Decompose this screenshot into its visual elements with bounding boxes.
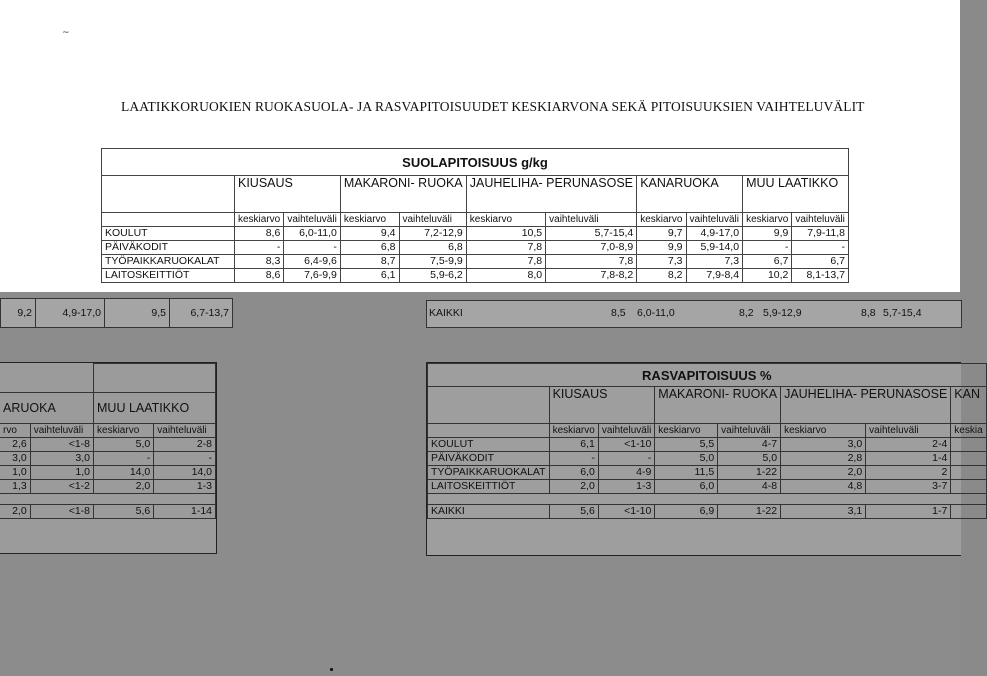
group-header: JAUHELIHA- PERUNASOSE [466,176,636,213]
cell: - [284,241,341,255]
cell: 6,7 [792,255,849,269]
table-row [0,438,216,452]
table-row [0,505,216,519]
cell: 7,3 [686,255,743,269]
cell: 6,0-11,0 [284,227,341,241]
cell: 8,1-13,7 [792,269,849,283]
cell: 7,8 [466,241,545,255]
cell: 5,9-12,9 [763,307,802,319]
cell: 7,8 [466,255,545,269]
cell: 1-14 [154,505,216,519]
cell: 2,0 [549,480,598,494]
cell: 7,5-9,9 [399,255,466,269]
sub-header: rvo [0,424,30,438]
cell: 8,8 [861,307,876,319]
cell: 2-8 [154,438,216,452]
cell: 1,0 [30,466,93,480]
sub-header: keskiarvo [549,424,598,438]
cell: 2,0 [0,505,30,519]
cell: 4,9-17,0 [686,227,743,241]
cell: <1-10 [598,438,654,452]
cell: 5,5 [655,438,718,452]
cell: 4-8 [718,480,781,494]
cell: 6,7-13,7 [170,299,233,328]
sub-header: keskiarvo [655,424,718,438]
sub-header: keskia [951,424,986,438]
cell: <1-2 [30,480,93,494]
cell: - [235,241,284,255]
group-header: MAKARONI- RUOKA [655,387,781,424]
cell: 5,9-6,2 [399,269,466,283]
cell: 1,0 [0,466,30,480]
sub-header: vaihteluväli [718,424,781,438]
table-row [428,466,987,480]
row-label: TYÖPAIKKARUOKALAT [102,255,235,269]
cell: 2,0 [94,480,154,494]
cell: 2 [866,466,951,480]
cell: 14,0 [94,466,154,480]
fat-table [426,362,983,556]
cell: 8,5 [611,307,626,319]
cell: 1-3 [154,480,216,494]
kaikki-strip [426,300,962,328]
cell: 6,4-9,6 [284,255,341,269]
cell: - [549,452,598,466]
cell: 4-9 [598,466,654,480]
cell: 10,2 [743,269,792,283]
cell: 3,0 [781,438,866,452]
cell: 7,9-8,4 [686,269,743,283]
cell: 1-22 [718,466,781,480]
table-row [428,452,987,466]
group-header: MAKARONI- RUOKA [340,176,466,213]
row-label: KOULUT [102,227,235,241]
cell: 7,8-8,2 [546,269,637,283]
row-label: PÄIVÄKODIT [102,241,235,255]
kaikki-label: KAIKKI [429,307,463,319]
cell: 6,0 [549,466,598,480]
sub-header: keskiarvo [466,213,545,227]
cell: 3,0 [0,452,30,466]
cell: 2,0 [781,466,866,480]
group-header: JAUHELIHA- PERUNASOSE [781,387,951,424]
cell: 6,0 [655,480,718,494]
cell: 8,2 [739,307,754,319]
cell: 9,9 [637,241,686,255]
cell: 6,8 [340,241,399,255]
sub-header: vaihteluväli [792,213,849,227]
cell: 5,0 [94,438,154,452]
group-header: MUU LAATIKKO [94,393,216,424]
group-header: KANARUOKA [637,176,743,213]
page-title: LAATIKKORUOKIEN RUOKASUOLA- JA RASVAPITOISUUDET KESKIARVONA SEKÄ PITOISUUKSIEN VAIHTELUVÄLIT [121,99,865,114]
cell: 5,6 [94,505,154,519]
sub-header: keskiarvo [340,213,399,227]
table-row [0,466,216,480]
cell: 5,6 [549,505,598,519]
group-header: KAN [951,387,986,424]
cell: 1-22 [718,505,781,519]
cell: - [94,452,154,466]
cell: 5,0 [718,452,781,466]
cell: 11,5 [655,466,718,480]
sub-header: keskiarvo [781,424,866,438]
cell: 6,0-11,0 [637,307,675,319]
fat-table-left-fragment [0,362,217,554]
cell: 7,0-8,9 [546,241,637,255]
table-row [102,255,849,269]
sub-header: keskiarvo [94,424,154,438]
cell: 8,3 [235,255,284,269]
cell: <1-8 [30,438,93,452]
cell: 7,2-12,9 [399,227,466,241]
cell: 10,5 [466,227,545,241]
row-label: KAIKKI [428,505,550,519]
table-row [102,269,849,283]
cell: 14,0 [154,466,216,480]
cell: 1-7 [866,505,951,519]
sub-header: vaihteluväli [399,213,466,227]
table-row [0,480,216,494]
cell: 6,7 [743,255,792,269]
sub-header: vaihteluväli [284,213,341,227]
row-label: PÄIVÄKODIT [428,452,550,466]
cell: 3,1 [781,505,866,519]
cell: 8,0 [466,269,545,283]
salt-table-title: SUOLAPITOISUUS g/kg [102,149,849,176]
cell: 3,0 [30,452,93,466]
sub-header: vaihteluväli [30,424,93,438]
table-row [428,438,987,452]
cell: 9,5 [105,299,170,328]
row-label: LAITOSKEITTIÖT [102,269,235,283]
sub-header: keskiarvo [235,213,284,227]
cell: 8,7 [340,255,399,269]
cell: 5,9-14,0 [686,241,743,255]
row-label: LAITOSKEITTIÖT [428,480,550,494]
row-label: TYÖPAIKKARUOKALAT [428,466,550,480]
sub-header: vaihteluväli [866,424,951,438]
cell: 8,6 [235,227,284,241]
cell: 9,7 [637,227,686,241]
cell: 8,6 [235,269,284,283]
cell: 6,1 [340,269,399,283]
cell: 5,7-15,4 [883,307,922,319]
fat-table-title: RASVAPITOISUUS % [428,364,987,387]
cell: 1-3 [598,480,654,494]
scan-speck [330,668,333,671]
cell: 9,4 [340,227,399,241]
cell: 8,2 [637,269,686,283]
row-label: KOULUT [428,438,550,452]
cell: 6,8 [399,241,466,255]
cell: <1-8 [30,505,93,519]
sub-header: keskiarvo [637,213,686,227]
cell: - [743,241,792,255]
cell: 2-4 [866,438,951,452]
cell: 7,3 [637,255,686,269]
cell: 4-7 [718,438,781,452]
cell: 4,9-17,0 [36,299,105,328]
cell: 2,6 [0,438,30,452]
group-header: ARUOKA [0,393,94,424]
sub-header: vaihteluväli [154,424,216,438]
table-row [102,241,849,255]
cell: 9,2 [1,299,36,328]
cell: 7,9-11,8 [792,227,849,241]
group-header: KIUSAUS [549,387,655,424]
cell: 4,8 [781,480,866,494]
cell: - [598,452,654,466]
cell: 7,8 [546,255,637,269]
sub-header: keskiarvo [743,213,792,227]
group-header: MUU LAATIKKO [743,176,849,213]
sub-header: vaihteluväli [686,213,743,227]
cell: 6,1 [549,438,598,452]
cell: - [154,452,216,466]
group-header: KIUSAUS [235,176,341,213]
salt-table [101,148,849,283]
table-row [428,505,987,519]
sub-header: vaihteluväli [598,424,654,438]
cell: - [792,241,849,255]
cell: 5,7-15,4 [546,227,637,241]
cell: 5,0 [655,452,718,466]
cell: 7,6-9,9 [284,269,341,283]
cell: 1-4 [866,452,951,466]
table-row [0,452,216,466]
strip-left-table [0,298,233,328]
sub-header: vaihteluväli [546,213,637,227]
cell: 9,9 [743,227,792,241]
scan-mark: ~ [62,28,70,38]
cell: 2,8 [781,452,866,466]
cell: 1,3 [0,480,30,494]
table-row [102,227,849,241]
cell: 3-7 [866,480,951,494]
cell: 6,9 [655,505,718,519]
table-row [428,480,987,494]
cell: <1-10 [598,505,654,519]
